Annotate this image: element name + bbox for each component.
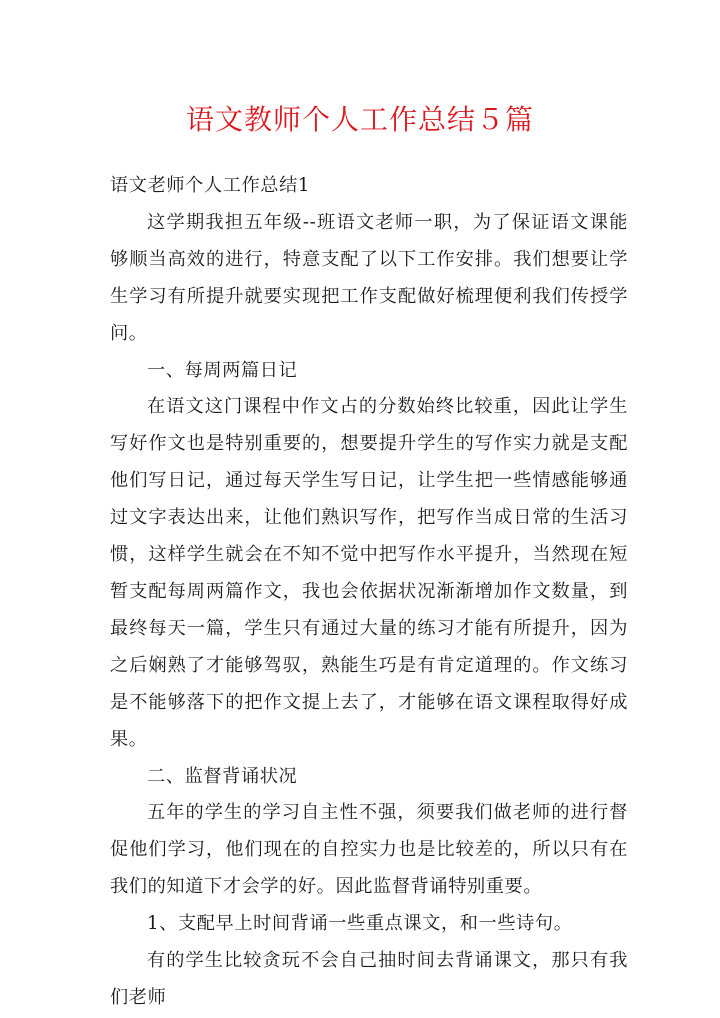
heading-recitation: 二、监督背诵状况 [147,765,298,787]
document-title: 语文教师个人工作总结５篇 [185,103,534,136]
heading-weekly-diary: 一、每周两篇日记 [147,359,298,381]
paragraph-playful-students: 有的学生比较贪玩不会自己抽时间去背诵课文，那只有我们老师 [110,950,628,1008]
list-item-morning: 1、支配早上时间背诵一些重点课文，和一些诗句。 [147,913,573,935]
paragraph-diary: 在语文这门课程中作文占的分数始终比较重，因此让学生写好作文也是特别重要的，想要提升学生的写作实力就是支配他们写日记，通过每天学生写日记，让学生把一些情感能够通过文字表达出来，让他们熟识写作，把写作当成日常的生活习惯，这样学生就会在不知不觉中把写作水平提升，当然现在短暂支配每周两篇作文，我也会依据状况渐渐增加作文数量，到最终每天一篇，学生只有通过大量的练习才能有所提升，因为之后娴熟了才能够驾驭，熟能生巧是有肯定道理的。作文练习是不能够落下的把作文提上去了，才能够在语文课程取得好成果。 [110,396,628,750]
paragraph-recitation: 五年的学生的学习自主性不强，须要我们做老师的进行督促他们学习，他们现在的自控实力也是比较差的，所以只有在我们的知道下才会学的好。因此监督背诵特别重要。 [110,802,628,898]
section-heading: 语文老师个人工作总结1 [110,175,311,196]
document-body [110,168,628,1017]
paragraph-intro: 这学期我担五年级--班语文老师一职，为了保证语文课能够顺当高效的进行，特意支配了以下工作安排。我们想要让学生学习有所提升就要实现把工作支配做好梳理便利我们传授学问。 [110,211,628,344]
